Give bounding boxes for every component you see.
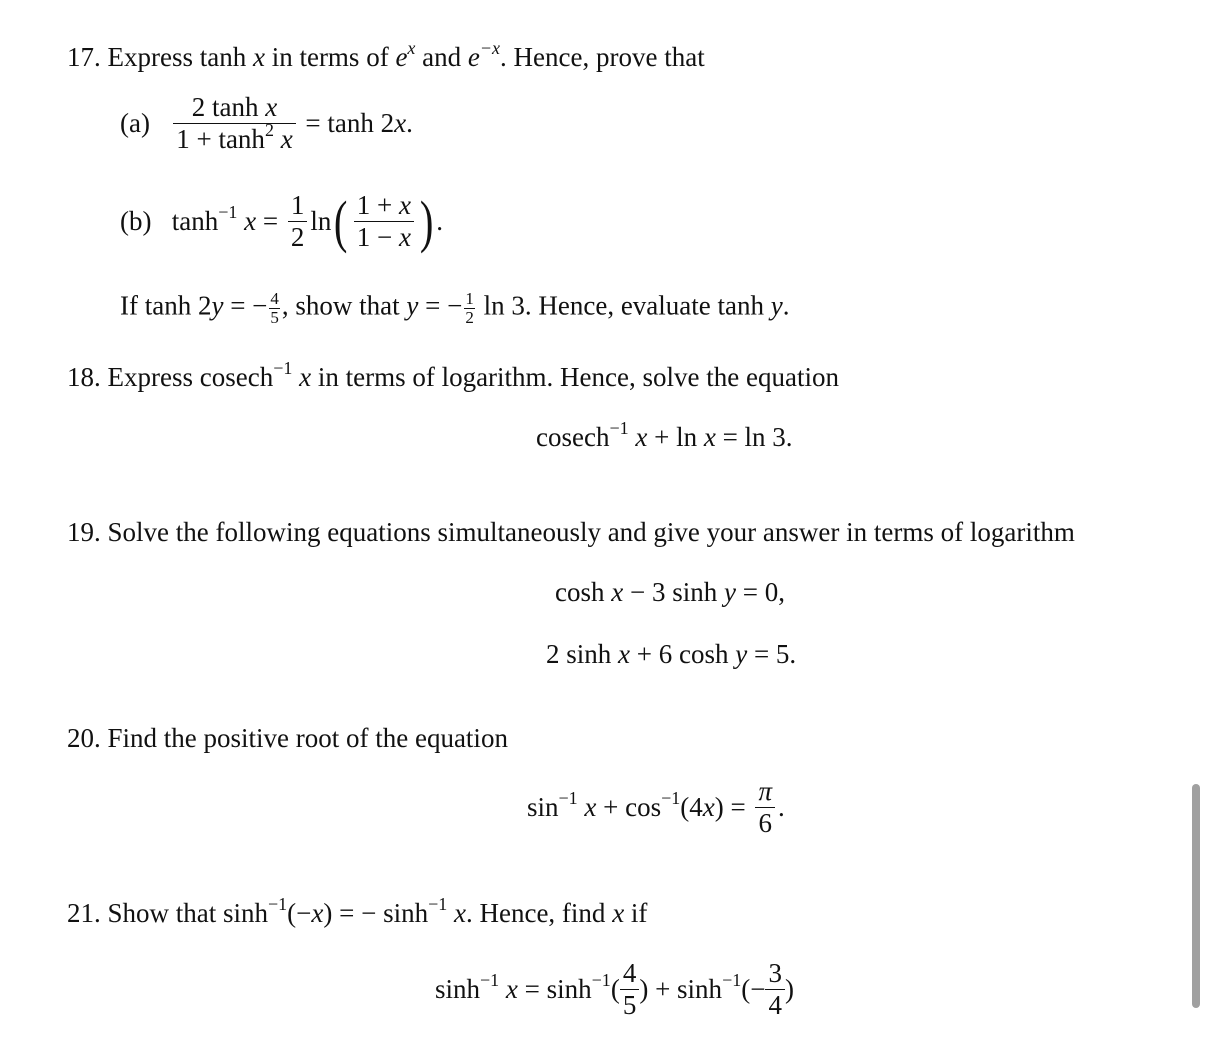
problem-20-intro: 20. Find the positive root of the equation <box>67 723 508 753</box>
problem-21-intro: 21. Show that $\sinh^{-1}(-x)$ = − $\sinh^{-1} x$. Hence, find x if <box>67 894 648 928</box>
problem-19-equation-1: cosh x − 3 sinh y = 0, <box>555 577 785 607</box>
problem-17-intro: 17. Express tanh x in terms of $e^x$ and $e^{-x}$. Hence, prove that <box>67 38 705 72</box>
problem-19-equation-2: 2 sinh x + 6 cosh y = 5. <box>546 639 797 669</box>
problem-18-intro: 18. Express cosech$^{-1}$ x in terms of logarithm. Hence, solve the equation <box>67 358 839 392</box>
vertical-scrollbar[interactable] <box>1192 784 1200 1008</box>
problem-17b: (b) $\tanh^{-1} x$ = $\frac{1}{2}$ ln( $\frac{1 + x}{1 - x}$ ) . <box>120 188 443 254</box>
problem-17a: (a) $\frac{\text{2 tanh x}}{1 + \tanh^2 x}$ = tanh 2x. <box>120 92 413 155</box>
problem-20-equation: $\sin^{-1} x + \cos^{-1}(4x)$ = $\frac{\pi}{6}$ . <box>527 776 785 839</box>
problem-18-equation: cosech$^{-1}$ x + ln x = ln 3. <box>536 418 793 452</box>
problem-19-intro: 19. Solve the following equations simultaneously and give your answer in terms of logarithm <box>67 517 1075 547</box>
problem-21-equation: $\sinh^{-1} x = \sinh^{-1}$( $\frac{4}{5}$ ) + $\sinh^{-1}(-$ $\frac{3}{4}$ ) <box>435 958 794 1021</box>
fraction: $\frac{\text{2 tanh x}}{1 + \tanh^2 x}$ <box>173 92 295 155</box>
problem-17-followup: If tanh 2y = − $\frac{4}{5}$ , show that y = − $\frac{1}{2}$ ln 3. Hence, evaluate tanh y. <box>120 289 790 327</box>
